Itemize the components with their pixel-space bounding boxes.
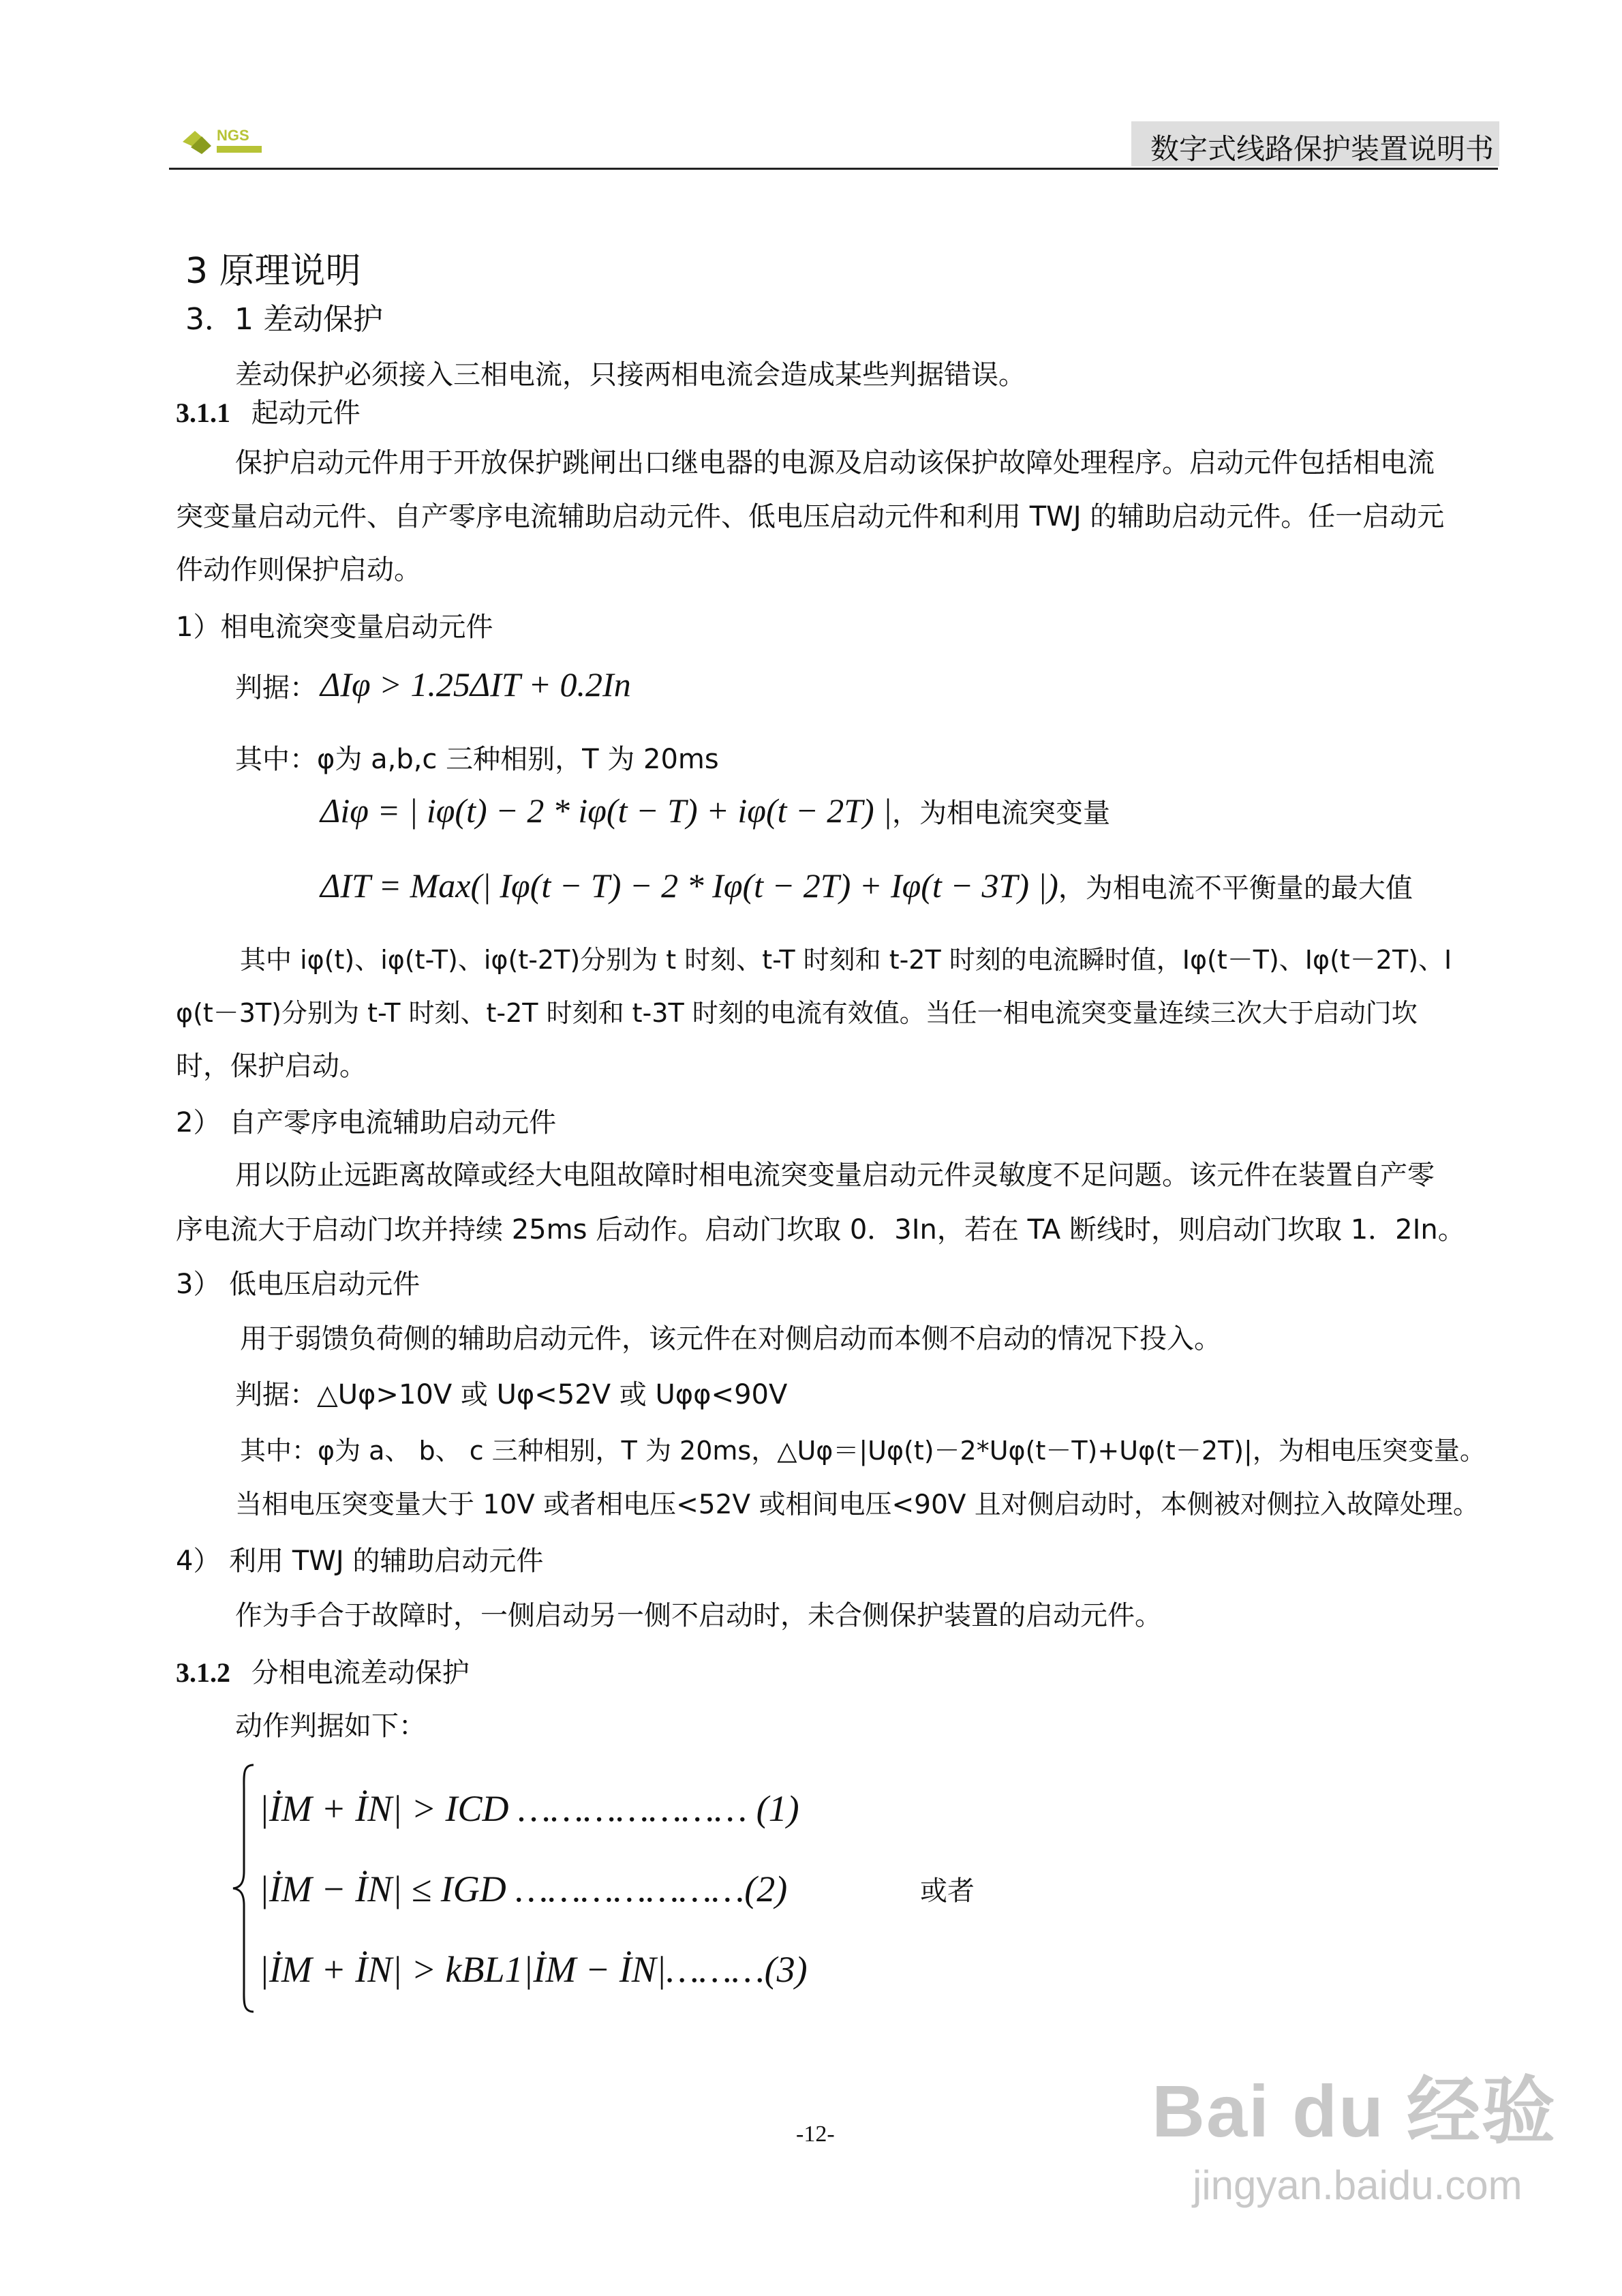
differential-equation-3: |İM + İN| > kBL1|İM − İN|………(3) — [259, 1949, 808, 1990]
company-logo — [179, 121, 267, 160]
criteria-label: 判据： — [235, 672, 317, 704]
section-title: 3．1 差动保护 — [185, 302, 383, 337]
subsection-number: 3.1.1 — [176, 397, 230, 428]
paragraph-line: 序电流大于启动门坎并持续 25ms 后动作。启动门坎取 0．3In，若在 TA 断线时，则启动门坎取 1．2In。 — [176, 1214, 1465, 1245]
paragraph-line: 突变量启动元件、自产零序电流辅助启动元件、低电压启动元件和利用 TWJ 的辅助启动元件。任一启动元 — [176, 501, 1445, 532]
paragraph-line: 用于弱馈负荷侧的辅助启动元件，该元件在对侧启动而本侧不启动的情况下投入。 — [240, 1323, 1221, 1355]
paragraph-line: 时，保护启动。 — [176, 1051, 367, 1082]
document-title: 数字式线路保护装置说明书 — [1150, 132, 1495, 166]
paragraph-line: 作为手合于故障时，一侧启动另一侧不启动时，未合侧保护装置的启动元件。 — [235, 1600, 1162, 1631]
paragraph-line: 保护启动元件用于开放保护跳闸出口继电器的电源及启动该保护故障处理程序。启动元件包括相电流 — [235, 447, 1435, 479]
header-rule — [169, 168, 1498, 170]
differential-equation-2: |İM − İN| ≤ IGD …………………(2) — [259, 1869, 788, 1909]
subsection-3-1-2-heading — [176, 1657, 470, 1689]
or-text: 或者 — [920, 1875, 975, 1907]
criteria-formula: ΔIφ > 1.25ΔIT + 0.2In — [320, 665, 631, 704]
paragraph-line: 判据：△Uφ>10V 或 Uφ<52V 或 Uφφ<90V — [235, 1379, 788, 1410]
paragraph-line: 其中 iφ(t)、iφ(t-T)、iφ(t-2T)分别为 t 时刻、t-T 时刻和 t-2T 时刻的电流瞬时值，Iφ(t－T)、Iφ(t－2T)、I — [240, 945, 1452, 975]
paragraph-line: 当相电压突变量大于 10V 或者相电压<52V 或相间电压<90V 且对侧启动时，本侧被对侧拉入故障处理。 — [235, 1490, 1480, 1520]
differential-equation-1: |İM + İN| > ICD ………………… (1) — [259, 1788, 799, 1829]
svg-text:NGS: NGS — [217, 127, 249, 144]
subsection-title: 起动元件 — [251, 397, 361, 429]
watermark-url: jingyan.baidu.com — [1193, 2162, 1522, 2208]
page-number: -12- — [796, 2121, 835, 2147]
paragraph-line: 其中：φ为 a、 b、 c 三种相别，T 为 20ms，△Uφ＝|Uφ(t)－2*Uφ(t－T)+Uφ(t－2T)|，为相电压突变量。 — [240, 1436, 1486, 1466]
subsection-number: 3.1.2 — [176, 1657, 230, 1688]
item-1-label: 1）相电流突变量启动元件 — [176, 611, 493, 643]
paragraph-line: 件动作则保护启动。 — [176, 554, 421, 586]
item-2-label: 2） 自产零序电流辅助启动元件 — [176, 1107, 557, 1138]
item-4-label: 4） 利用 TWJ 的辅助启动元件 — [176, 1545, 544, 1577]
criteria-intro: 动作判据如下： — [235, 1710, 426, 1742]
subsection-title: 分相电流差动保护 — [251, 1657, 470, 1689]
chapter-title: 3 原理说明 — [185, 251, 361, 292]
left-brace — [230, 1762, 258, 2014]
section-intro: 差动保护必须接入三相电流，只接两相电流会造成某些判据错误。 — [235, 359, 1026, 391]
watermark-brand: Bai du 经验 — [1152, 2070, 1557, 2152]
equation-delta-i: Δiφ = | iφ(t) − 2 * iφ(t − T) + iφ(t − 2T) |，为相电流突变量 — [320, 791, 1110, 830]
item-3-label: 3） 低电压启动元件 — [176, 1269, 420, 1300]
paragraph-line: 用以防止远距离故障或经大电阻故障时相电流突变量启动元件灵敏度不足问题。该元件在装置自产零 — [235, 1160, 1435, 1191]
equation-delta-it: ΔIT = Max(| Iφ(t − T) − 2 * Iφ(t − 2T) + Iφ(t − 3T) |)，为相电流不平衡量的最大值 — [320, 866, 1413, 905]
subsection-3-1-1-heading — [176, 397, 361, 429]
paragraph-line: φ(t－3T)分别为 t-T 时刻、t-2T 时刻和 t-3T 时刻的电流有效值。当任一相电流突变量连续三次大于启动门坎 — [176, 998, 1418, 1028]
where-line: 其中：φ为 a,b,c 三种相别，T 为 20ms — [235, 744, 719, 775]
baidu-watermark — [1152, 2052, 1557, 2209]
